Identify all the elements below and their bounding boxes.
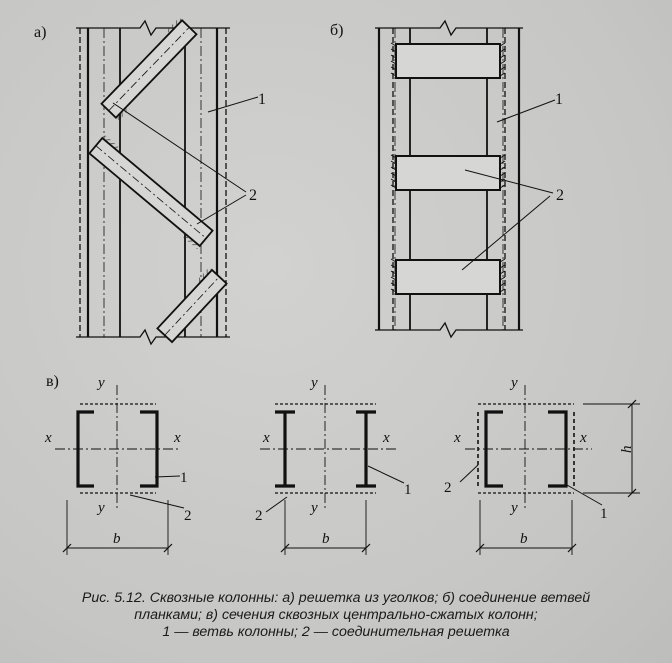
section-two-angles-lattice <box>460 385 640 555</box>
dimension-b-3: b <box>520 531 528 547</box>
axis-y-top-3: y <box>511 375 518 391</box>
axis-x-right-3: x <box>580 430 587 446</box>
batten-plate <box>391 155 505 190</box>
caption-line-1: Рис. 5.12. Сквозные колонны: а) решетка из уголков; б) соединение ветвей <box>81 590 591 606</box>
batten-plate <box>391 259 505 294</box>
dimension-b-1: b <box>113 531 121 547</box>
axis-x-left-2: x <box>263 430 270 446</box>
section-two-i-beams <box>260 385 404 555</box>
batten-plate <box>391 43 505 78</box>
axis-y-bottom-1: y <box>98 500 105 516</box>
callout-1-v1: 1 <box>180 470 188 486</box>
lattice-angle-bar <box>154 267 226 342</box>
axis-y-bottom-2: y <box>311 500 318 516</box>
view-a-label: а) <box>34 24 47 41</box>
axis-y-bottom-3: y <box>511 500 518 516</box>
callout-2-v2: 2 <box>255 508 263 524</box>
figure-caption <box>30 590 642 641</box>
axis-x-right-2: x <box>383 430 390 446</box>
axis-x-left-3: x <box>454 430 461 446</box>
dimension-b-2: b <box>322 531 330 547</box>
caption-line-2: планками; в) сечения сквозных центрально-сжатых колонн; <box>134 607 538 623</box>
callout-1-b: 1 <box>555 91 563 108</box>
callout-1-v3: 1 <box>600 506 608 522</box>
column-batten-plates-elevation <box>375 21 555 337</box>
callout-2-b: 2 <box>556 187 564 204</box>
lattice-angle-bar <box>87 135 215 249</box>
axis-y-top-1: y <box>98 375 105 391</box>
section-two-channels <box>55 385 184 555</box>
callout-2-v1: 2 <box>184 508 192 524</box>
callout-1-a: 1 <box>258 91 266 108</box>
axis-y-top-2: y <box>311 375 318 391</box>
axis-x-left-1: x <box>45 430 52 446</box>
dimension-h: h <box>619 445 635 453</box>
callout-2-v3: 2 <box>444 480 452 496</box>
column-lattice-angles-elevation <box>76 18 258 344</box>
caption-line-3: 1 — ветвь колонны; 2 — соединительная решетка <box>162 624 510 640</box>
axis-x-right-1: x <box>174 430 181 446</box>
callout-1-v2: 1 <box>404 482 412 498</box>
callout-2-a: 2 <box>249 187 257 204</box>
view-v-label: в) <box>46 373 59 390</box>
view-b-label: б) <box>330 22 344 39</box>
